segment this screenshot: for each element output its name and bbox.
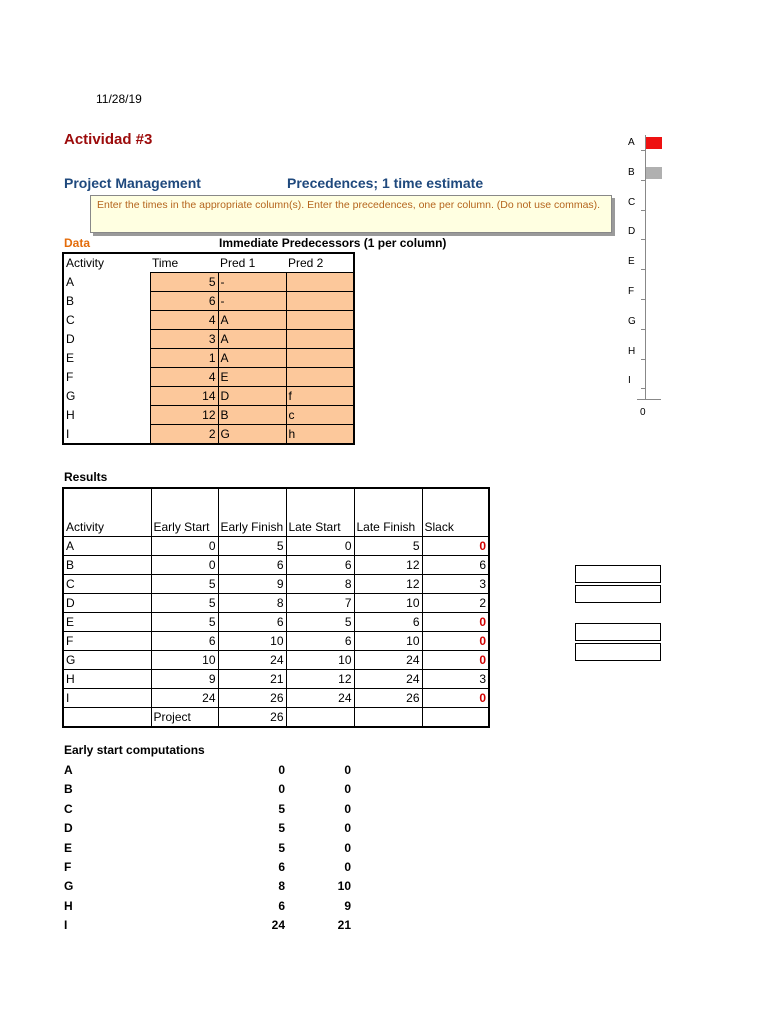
late-finish-cell: 24 xyxy=(354,669,422,688)
results-row xyxy=(63,688,489,707)
early-start-cell: 5 xyxy=(151,612,218,631)
early-finish-cell: 24 xyxy=(218,650,286,669)
gantt-tick xyxy=(641,388,646,389)
early-start-value-1: 24 xyxy=(271,918,285,933)
early-start-cell: 24 xyxy=(151,688,218,707)
early-start-value-1: 5 xyxy=(278,801,285,816)
early-start-activity: I xyxy=(64,918,68,933)
col-header-pred1: Pred 1 xyxy=(220,256,256,270)
col-header-activity: Activity xyxy=(66,519,105,534)
late-finish-cell: 24 xyxy=(354,650,422,669)
page-title: Actividad #3 xyxy=(64,131,153,148)
data-row xyxy=(63,330,354,349)
activity-cell: B xyxy=(66,294,75,308)
early-finish-cell: 21 xyxy=(218,669,286,688)
early-start-activity: F xyxy=(64,860,72,874)
gantt-label: F xyxy=(628,286,635,297)
activity-cell: F xyxy=(63,631,151,650)
pred2-input[interactable]: c xyxy=(286,406,354,425)
gantt-label: A xyxy=(628,137,635,148)
slack-cell: 0 xyxy=(422,612,489,631)
gantt-axis-zero: 0 xyxy=(640,407,646,418)
activity-cell: B xyxy=(63,555,151,574)
date-label: 11/28/19 xyxy=(96,92,142,106)
gantt-label: H xyxy=(628,345,636,357)
early-start-value-2: 10 xyxy=(337,879,351,894)
gantt-tick xyxy=(641,359,646,360)
results-section-label: Results xyxy=(64,470,108,484)
project-row xyxy=(63,707,489,727)
time-input[interactable]: 3 xyxy=(150,330,218,349)
gantt-label: E xyxy=(628,256,635,268)
early-start-value-1: 5 xyxy=(278,840,285,855)
results-row xyxy=(63,574,489,593)
slack-cell: 3 xyxy=(422,669,489,688)
pred1-input[interactable]: B xyxy=(218,406,286,425)
gantt-tick xyxy=(641,150,646,151)
side-input-box[interactable] xyxy=(575,643,661,661)
time-input[interactable]: 14 xyxy=(150,387,218,406)
pred2-input[interactable] xyxy=(286,311,354,330)
early-start-value-1: 5 xyxy=(278,821,285,836)
late-start-cell: 5 xyxy=(286,612,354,631)
early-start-value-1: 6 xyxy=(278,860,285,874)
gantt-tick xyxy=(641,239,646,240)
early-start-activity: C xyxy=(64,801,73,816)
late-finish-cell: 26 xyxy=(354,688,422,707)
activity-cell: C xyxy=(63,574,151,593)
pred2-input[interactable]: h xyxy=(286,425,354,445)
late-start-cell: 8 xyxy=(286,574,354,593)
activity-cell: E xyxy=(63,612,151,631)
slack-cell: 0 xyxy=(422,536,489,555)
time-input[interactable]: 5 xyxy=(150,273,218,292)
gantt-tick xyxy=(641,180,646,181)
project-empty xyxy=(63,707,151,727)
gantt-axis-horizontal xyxy=(637,399,661,400)
activity-cell: G xyxy=(66,389,76,403)
side-input-box[interactable] xyxy=(575,585,661,603)
early-start-cell: 9 xyxy=(151,669,218,688)
project-empty-cell xyxy=(354,707,422,727)
activity-cell: I xyxy=(63,688,151,707)
pred1-input[interactable]: - xyxy=(218,292,286,311)
gantt-bar-b xyxy=(646,167,662,179)
pred2-input[interactable]: f xyxy=(286,387,354,406)
early-start-cell: 6 xyxy=(151,631,218,650)
slack-cell: 0 xyxy=(422,650,489,669)
early-start-value-2: 0 xyxy=(344,801,351,816)
slack-cell: 2 xyxy=(422,593,489,612)
gantt-label: B xyxy=(628,166,635,178)
pred2-input[interactable] xyxy=(286,273,354,292)
slack-cell: 0 xyxy=(422,688,489,707)
time-input[interactable]: 4 xyxy=(150,368,218,387)
early-start-value-2: 9 xyxy=(344,898,351,913)
gantt-tick xyxy=(641,299,646,300)
activity-cell: I xyxy=(66,426,70,441)
pred1-input[interactable]: A xyxy=(218,330,286,349)
early-finish-cell: 9 xyxy=(218,574,286,593)
early-start-activity: H xyxy=(64,898,73,913)
late-finish-cell: 10 xyxy=(354,631,422,650)
gantt-label: I xyxy=(628,375,631,387)
data-row xyxy=(63,368,354,387)
late-finish-cell: 12 xyxy=(354,574,422,593)
early-start-activity: E xyxy=(64,840,73,855)
early-start-value-2: 0 xyxy=(344,763,351,777)
subtitle-project-management: Project Management xyxy=(64,175,201,191)
results-row xyxy=(63,631,489,650)
early-finish-cell: 6 xyxy=(218,612,286,631)
gantt-tick xyxy=(641,210,646,211)
project-empty-cell xyxy=(422,707,489,727)
results-row xyxy=(63,612,489,631)
early-start-label: Early start computations xyxy=(64,743,205,757)
activity-cell: F xyxy=(66,370,74,384)
col-header-late-start: Late Start xyxy=(286,488,354,536)
pred1-input[interactable]: D xyxy=(218,387,286,406)
early-start-value-2: 0 xyxy=(344,821,351,836)
data-row xyxy=(63,425,354,445)
pred1-input[interactable]: G xyxy=(218,425,286,445)
gantt-tick xyxy=(641,329,646,330)
pred2-input[interactable] xyxy=(286,368,354,387)
slack-cell: 3 xyxy=(422,574,489,593)
late-start-cell: 7 xyxy=(286,593,354,612)
results-row xyxy=(63,555,489,574)
activity-cell: C xyxy=(66,313,75,327)
early-start-cell: 5 xyxy=(151,574,218,593)
activity-cell: D xyxy=(63,593,151,612)
results-row xyxy=(63,650,489,669)
data-table xyxy=(62,252,355,445)
col-header-time: Time xyxy=(152,256,179,270)
activity-cell: G xyxy=(63,650,151,669)
pred1-input[interactable]: - xyxy=(218,273,286,292)
activity-cell: D xyxy=(66,332,75,346)
late-finish-cell: 6 xyxy=(354,612,422,631)
data-row xyxy=(63,349,354,368)
early-start-value-1: 0 xyxy=(278,763,285,777)
time-input[interactable]: 2 xyxy=(150,425,218,445)
activity-cell: A xyxy=(66,275,75,289)
pred2-input[interactable] xyxy=(286,349,354,368)
early-start-activity: A xyxy=(64,763,73,777)
early-start-cell: 0 xyxy=(151,555,218,574)
late-finish-cell: 12 xyxy=(354,555,422,574)
late-finish-cell: 5 xyxy=(354,536,422,555)
early-start-value-1: 6 xyxy=(278,898,285,913)
pred2-input[interactable] xyxy=(286,292,354,311)
time-input[interactable]: 4 xyxy=(150,311,218,330)
side-input-box[interactable] xyxy=(575,623,661,641)
early-start-cell: 5 xyxy=(151,593,218,612)
early-finish-cell: 5 xyxy=(218,536,286,555)
data-row xyxy=(63,292,354,311)
late-start-cell: 6 xyxy=(286,631,354,650)
results-row xyxy=(63,536,489,555)
late-start-cell: 24 xyxy=(286,688,354,707)
data-row xyxy=(63,273,354,292)
col-header-late-finish: Late Finish xyxy=(354,488,422,536)
activity-cell: E xyxy=(66,351,75,365)
data-section-label: Data xyxy=(64,236,91,250)
project-empty-cell xyxy=(286,707,354,727)
early-start-value-2: 0 xyxy=(344,860,351,874)
early-start-cell: 0 xyxy=(151,536,218,555)
gantt-label: G xyxy=(628,315,636,327)
activity-cell: H xyxy=(66,408,75,422)
col-header-pred2: Pred 2 xyxy=(288,256,324,270)
results-row xyxy=(63,593,489,612)
activity-cell: A xyxy=(63,536,151,555)
col-header-early-start: Early Start xyxy=(151,488,218,536)
time-input[interactable]: 1 xyxy=(150,349,218,368)
gantt-label: D xyxy=(628,226,636,238)
data-row xyxy=(63,406,354,425)
results-table-header xyxy=(63,488,489,536)
data-row xyxy=(63,387,354,406)
gantt-bar-a xyxy=(646,137,662,149)
instruction-note: Enter the times in the appropriate column(s). Enter the precedences, one per column. (Do not use commas). xyxy=(90,195,612,233)
subtitle-precedences: Precedences; 1 time estimate xyxy=(287,175,484,191)
col-header-activity: Activity xyxy=(66,256,105,271)
pred1-input[interactable]: A xyxy=(218,349,286,368)
time-input[interactable]: 12 xyxy=(150,406,218,425)
early-start-activity: D xyxy=(64,821,73,836)
early-start-cell: 10 xyxy=(151,650,218,669)
data-table-header xyxy=(63,253,354,273)
early-start-value-1: 0 xyxy=(278,782,285,797)
early-finish-cell: 6 xyxy=(218,555,286,574)
early-start-value-2: 0 xyxy=(344,782,351,797)
early-start-activity: B xyxy=(64,782,73,797)
pred2-input[interactable] xyxy=(286,330,354,349)
late-start-cell: 6 xyxy=(286,555,354,574)
project-value: 26 xyxy=(218,707,286,727)
time-input[interactable]: 6 xyxy=(150,292,218,311)
early-start-value-1: 8 xyxy=(278,879,285,894)
early-start-value-2: 0 xyxy=(344,840,351,855)
late-finish-cell: 10 xyxy=(354,593,422,612)
slack-cell: 0 xyxy=(422,631,489,650)
late-start-cell: 10 xyxy=(286,650,354,669)
predecessors-label: Immediate Predecessors (1 per column) xyxy=(219,236,447,250)
early-start-activity: G xyxy=(64,879,74,894)
gantt-tick xyxy=(641,269,646,270)
results-row xyxy=(63,669,489,688)
pred1-input[interactable]: A xyxy=(218,311,286,330)
project-label: Project xyxy=(151,707,218,727)
pred1-input[interactable]: E xyxy=(218,368,286,387)
early-finish-cell: 8 xyxy=(218,593,286,612)
gantt-label: C xyxy=(628,196,636,208)
col-header-early-finish: Early Finish xyxy=(218,488,286,536)
early-finish-cell: 10 xyxy=(218,631,286,650)
slack-cell: 6 xyxy=(422,555,489,574)
late-start-cell: 12 xyxy=(286,669,354,688)
results-table xyxy=(62,487,490,728)
col-header-slack: Slack xyxy=(422,488,489,536)
early-start-value-2: 21 xyxy=(337,918,351,933)
late-start-cell: 0 xyxy=(286,536,354,555)
early-finish-cell: 26 xyxy=(218,688,286,707)
activity-cell: H xyxy=(63,669,151,688)
data-row xyxy=(63,311,354,330)
side-input-box[interactable] xyxy=(575,565,661,583)
